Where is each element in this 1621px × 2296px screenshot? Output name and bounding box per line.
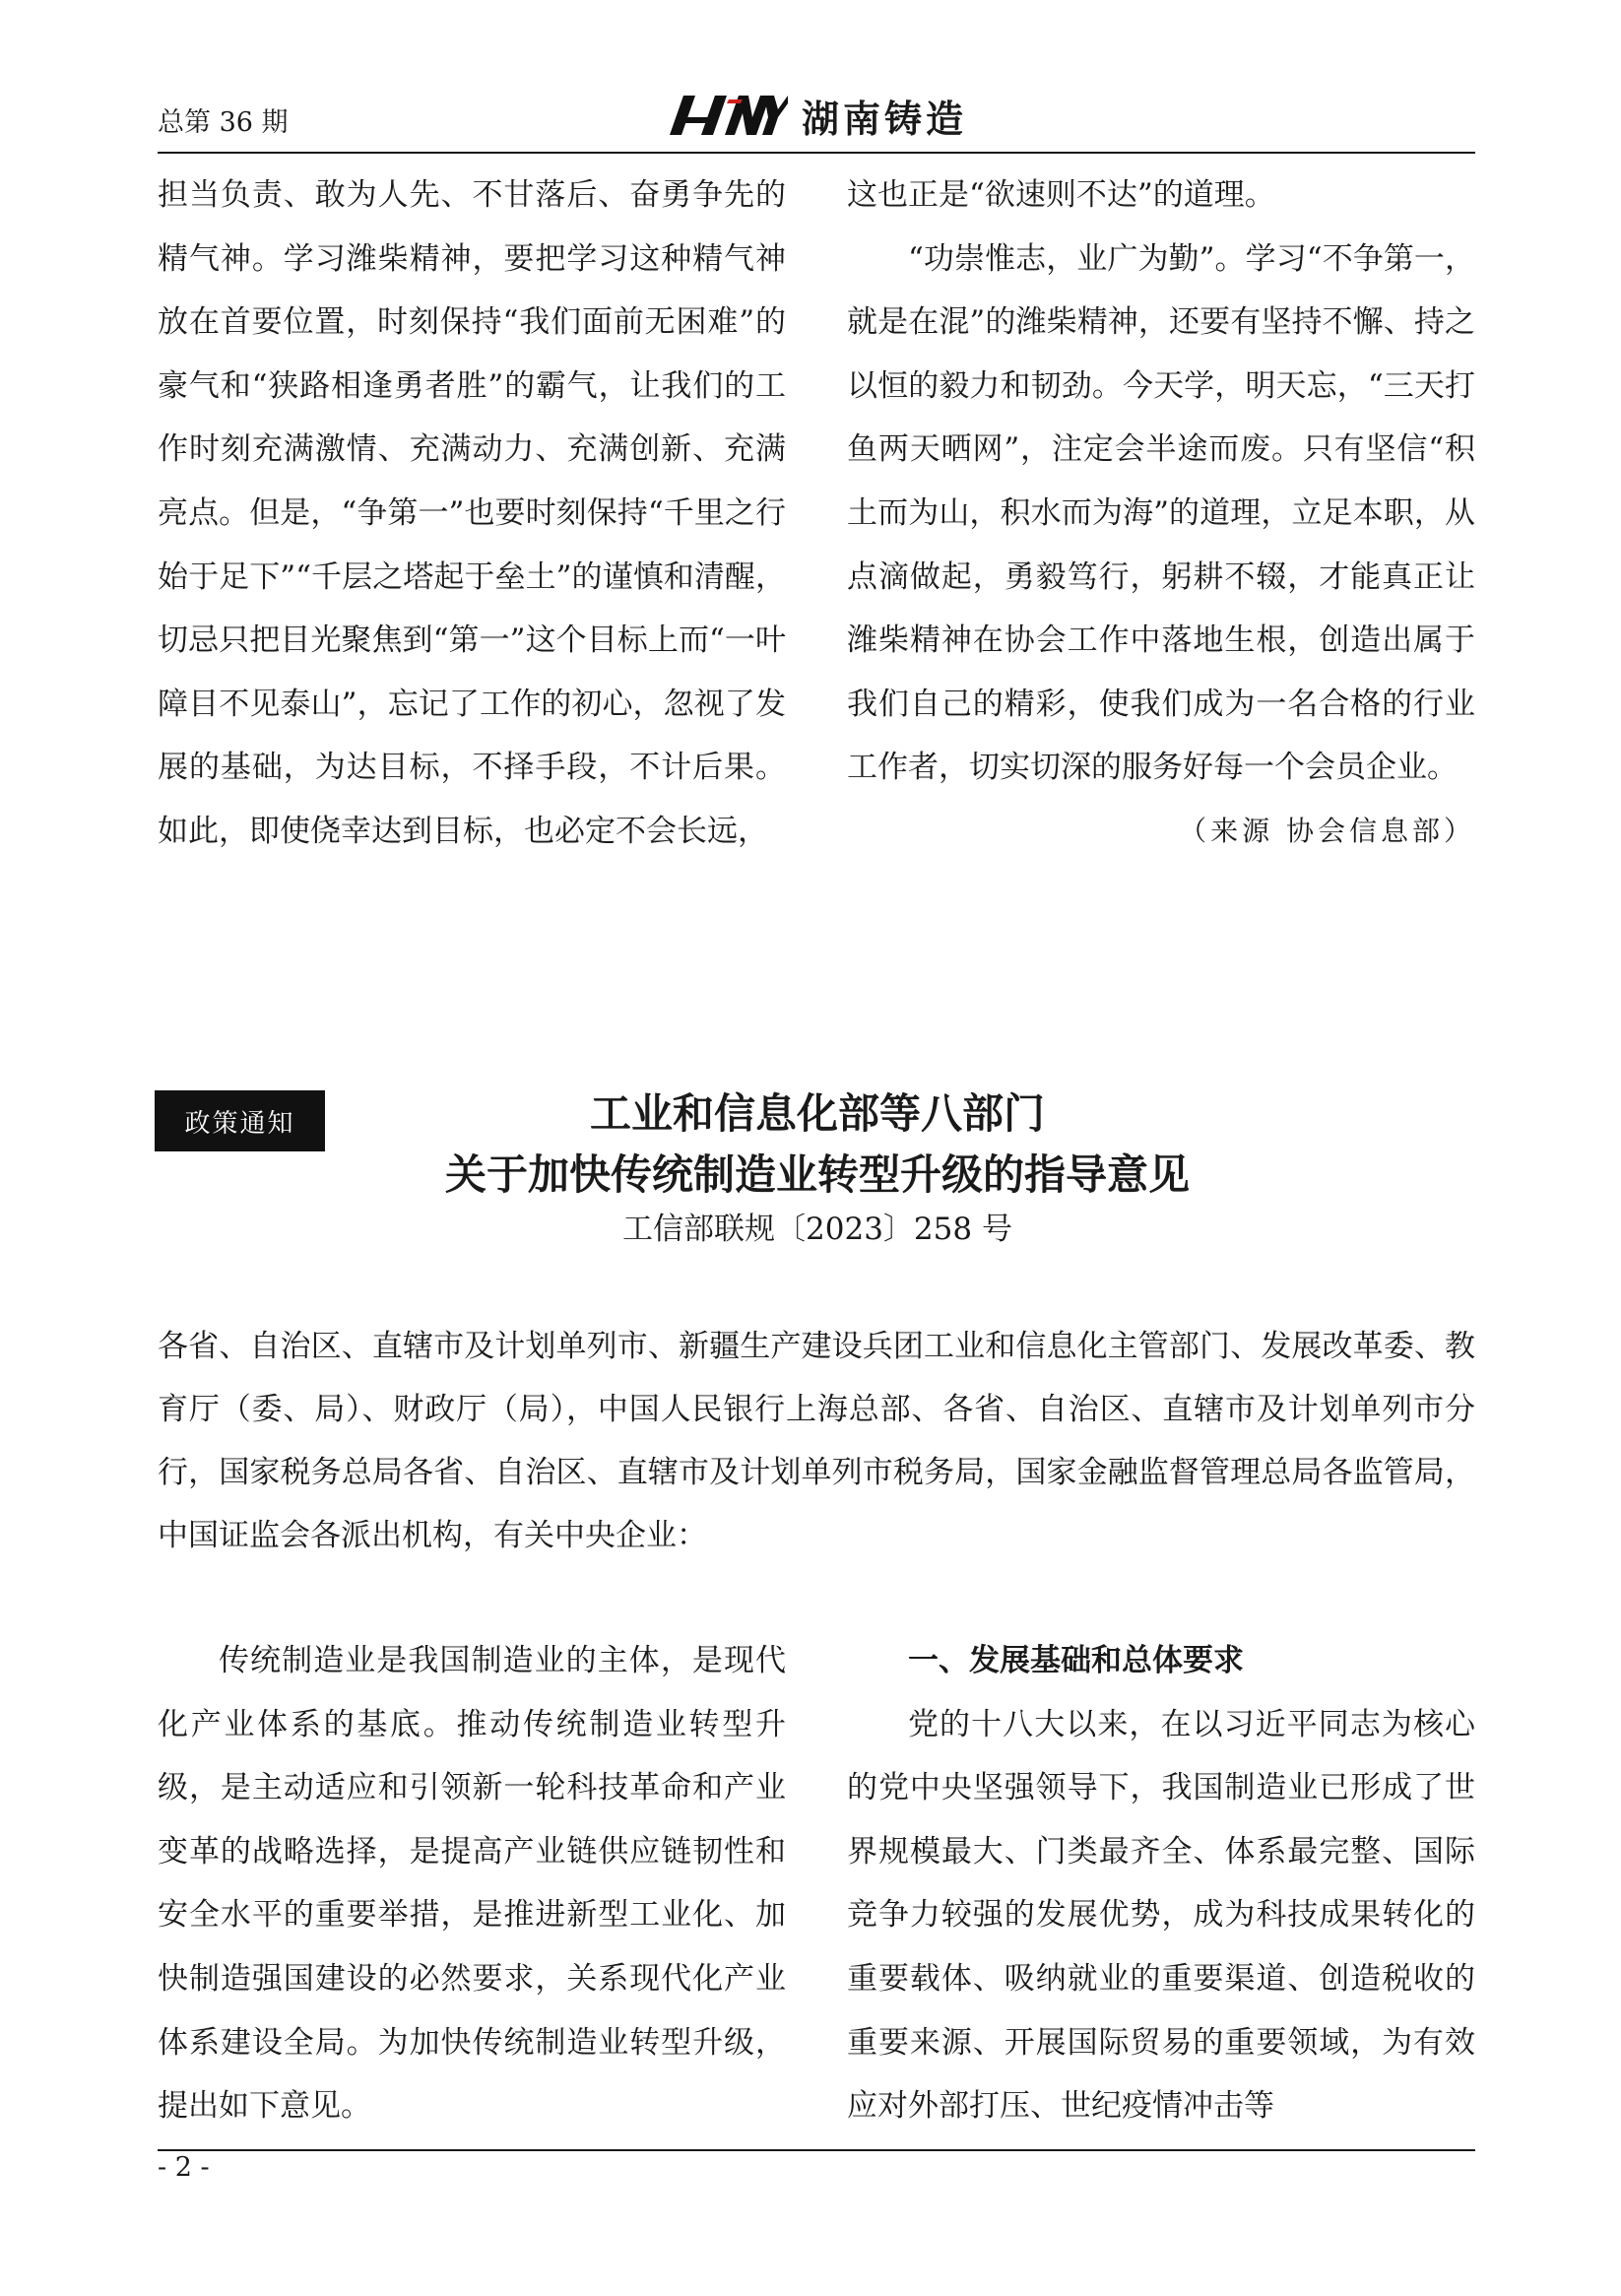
section-tag: 政策通知 [155, 1090, 325, 1151]
right-column-continued [847, 164, 1475, 864]
left-column-continued [158, 164, 786, 864]
logo-text: 湖南铸造 [802, 97, 968, 141]
paragraph: 党的十八大以来，在以习近平同志为核心的党中央坚强领导下，我国制造业已形成了世界规模最大、门类最齐全、体系最完整、国际竞争力较强的发展优势，成为科技成果转化的重要载体、吸纳就业的重要渠道、创造税收的重要来源、开展国际贸易的重要领域，为有效应对外部打压、世纪疫情冲击等 [847, 1706, 1475, 2125]
paragraph: 传统制造业是我国制造业的主体，是现代化产业体系的基底。推动传统制造业转型升级，是主动适应和引领新一轮科技革命和产业变革的战略选择，是提高产业链供应链韧性和安全水平的重要举措，是推进新型工业化、加快制造强国建设的必然要求，关系现代化产业体系建设全局。为加快传统制造业转型升级，提出如下意见。 [158, 1643, 786, 2125]
paragraph: 这也正是“欲速则不达”的道理。 [847, 177, 1275, 213]
article-title-line2: 关于加快传统制造业转型升级的指导意见 [444, 1150, 1190, 1199]
header-rule [158, 152, 1475, 154]
document-number: 工信部联规〔2023〕258 号 [622, 1212, 1012, 1247]
paragraph: “功崇惟志，业广为勤”。学习“不争第一，就是在混”的潍柴精神，还要有坚持不懈、持之以恒的毅力和韧劲。今天学，明天忘，“三天打鱼两天晒网”，注定会半途而废。只有坚信“积土而为山，积水而为海”的道理，立足本职，从点滴做起，勇毅笃行，躬耕不辍，才能真正让潍柴精神在协会工作中落地生根，创造出属于我们自己的精彩，使我们成为一名合格的行业工作者，切实切深的服务好每一个会员企业。 [847, 240, 1475, 786]
magazine-logo [670, 91, 967, 140]
article-title-line1: 工业和信息化部等八部门 [589, 1089, 1045, 1138]
source-attribution: （来源 协会信息部） [1179, 814, 1475, 847]
section-heading: 一、发展基础和总体要求 [908, 1643, 1244, 1678]
paragraph: 担当负责、敢为人先、不甘落后、奋勇争先的精气神。学习潍柴精神，要把学习这种精气神放在首要位置，时刻保持“我们面前无困难”的豪气和“狭路相逢勇者胜”的霸气，让我们的工作时刻充满激情、充满动力、充满创新、充满亮点。但是，“争第一”也要时刻保持“千里之行始于足下”“千层之塔起于垒土”的谨慎和清醒，切忌只把目光聚焦到“第一”这个目标上而“一叶障目不见泰山”，忘记了工作的初心，忽视了发展的基础，为达目标，不择手段，不计后果。如此，即使侥幸达到目标，也必定不会长远， [158, 177, 786, 849]
intro-column [158, 1629, 786, 2138]
issue-number: 总第 36 期 [158, 107, 289, 138]
section-column [847, 1629, 1475, 2138]
recipients: 各省、自治区、直辖市及计划单列市、新疆生产建设兵团工业和信息化主管部门、发展改革委、教育厅（委、局）、财政厅（局），中国人民银行上海总部、各省、自治区、直辖市及计划单列市分行，国家税务总局各省、自治区、直辖市及计划单列市税务局，国家金融监督管理总局各监管局，中国证监会各派出机构，有关中央企业： [158, 1329, 1475, 1553]
hny-logo-icon [670, 96, 788, 135]
page-number: - 2 - [158, 2152, 210, 2183]
footer-rule [158, 2149, 1475, 2151]
